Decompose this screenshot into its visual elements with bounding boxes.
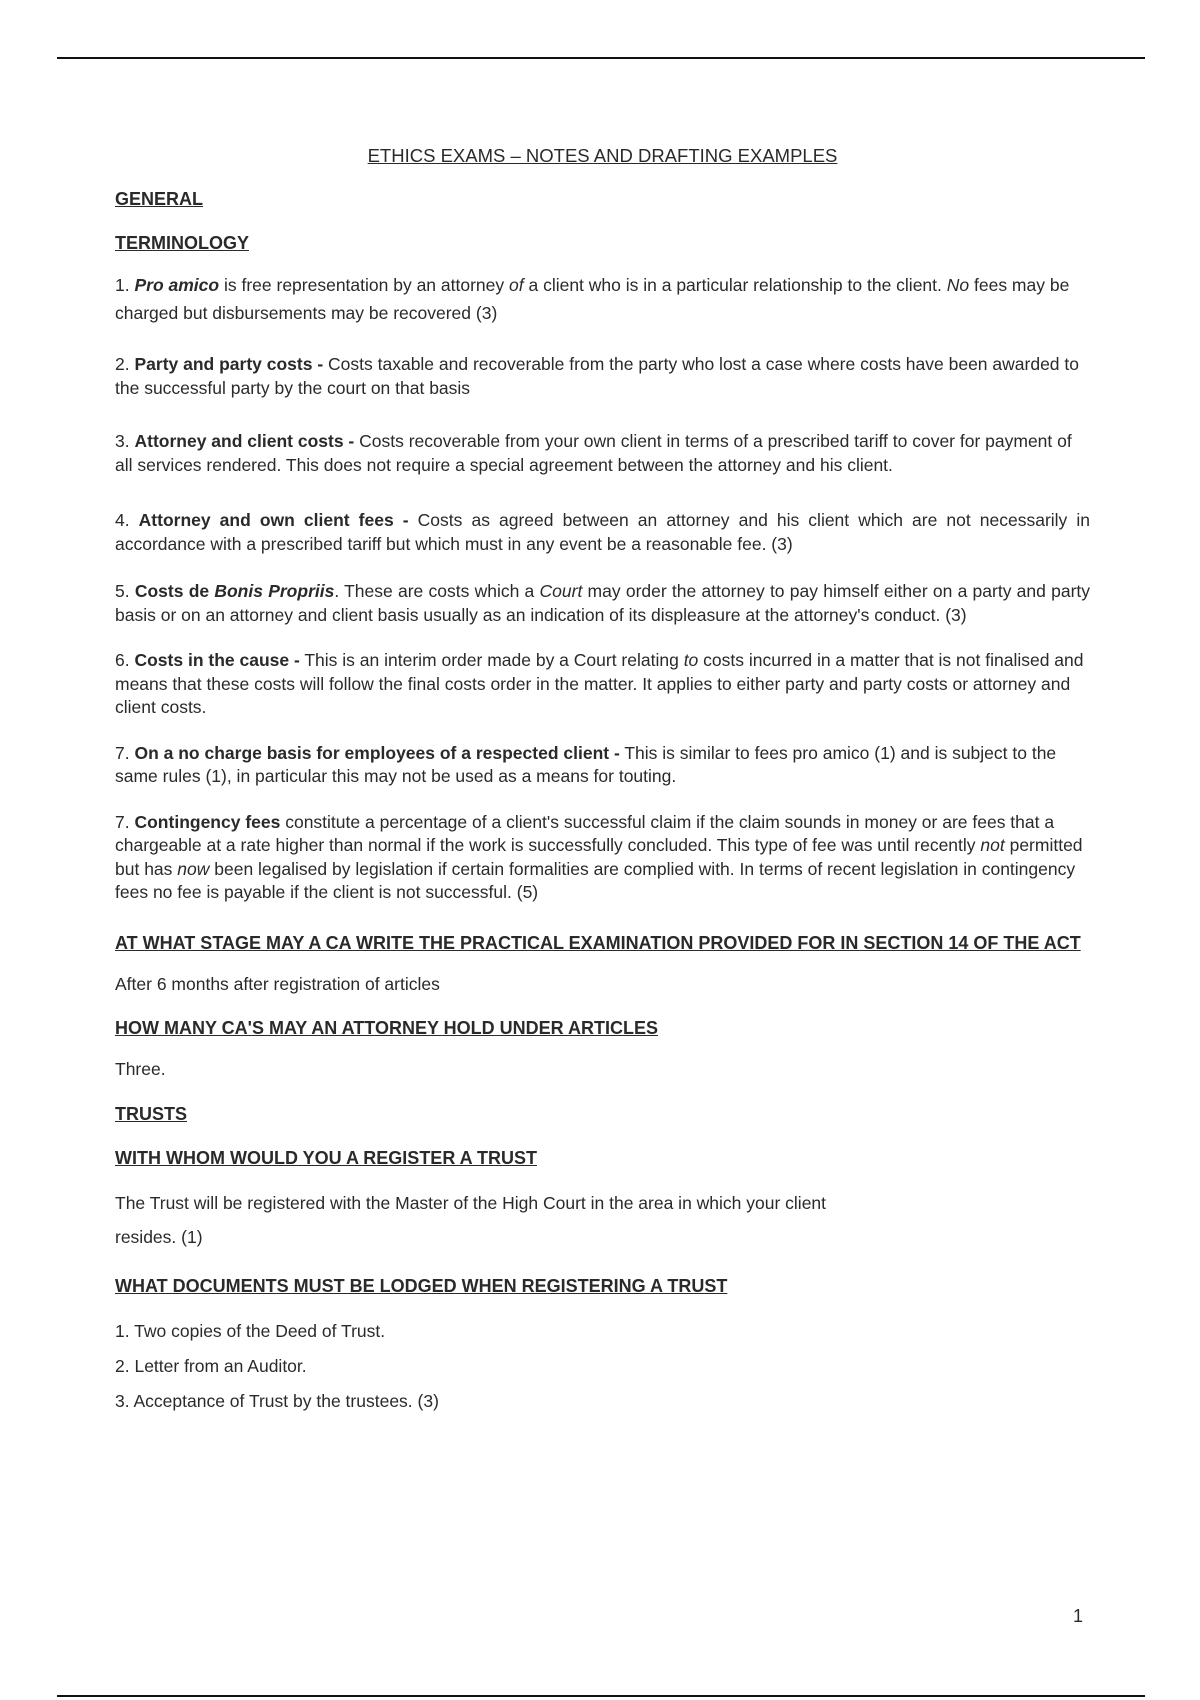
answer-how-many-cas: Three. xyxy=(115,1059,166,1079)
answer-practical-exam-stage: After 6 months after registration of articles xyxy=(115,973,440,994)
term-label: Party and party costs - xyxy=(134,354,324,374)
bottom-rule xyxy=(57,1695,1145,1697)
term-attorney-and-own-client-fees: 4. Attorney and own client fees - Costs as agreed between an attorney and his client which are not necessarily in accordance with a prescribed tariff but which must in any event be a reasonable fee. (3) xyxy=(115,510,1090,554)
documents-list xyxy=(115,1314,1090,1419)
term-costs-in-the-cause: 6. Costs in the cause - This is an interim order made by a Court relating to costs incurred in a matter that is not finalised and means that these costs will follow the final costs order in the matter. It applies to either party and party costs or attorney and client costs. xyxy=(115,650,1084,717)
term-label: Pro amico xyxy=(134,275,220,295)
term-no-charge-basis: 7. On a no charge basis for employees of a respected client - This is similar to fees pro amico (1) and is subject to the same rules (1), in particular this may not be used as a means for touting. xyxy=(115,742,1057,786)
heading-practical-exam-stage: AT WHAT STAGE MAY A CA WRITE THE PRACTICAL EXAMINATION PROVIDED FOR IN SECTION 14 OF THE ACT xyxy=(115,932,1081,953)
term-pro-amico: 1. Pro amico is free representation by an attorney of a client who is in a particular relationship to the client. No fees may be charged but disbursements may be recovered (3) xyxy=(115,275,1070,323)
top-rule xyxy=(57,57,1145,59)
list-item: 1. Two copies of the Deed of Trust. xyxy=(115,1320,386,1341)
document-title: ETHICS EXAMS – NOTES AND DRAFTING EXAMPLES xyxy=(367,145,838,166)
term-label: Attorney and own client fees - xyxy=(138,510,409,530)
term-label: Costs de xyxy=(134,581,215,601)
term-contingency-fees: 7. Contingency fees constitute a percentage of a client's successful claim if the claim sounds in money or are fees that a chargeable at a rate higher than normal if the work is successfully concluded. This type of fee was until recently not permitted but has now been legalised by legislation if certain formalities are complied with. In terms of recent legislation in contingency fees no fee is payable if the client is not successful. (5) xyxy=(115,811,1083,902)
document-page xyxy=(115,145,1090,1441)
term-party-and-party-costs: 2. Party and party costs - Costs taxable and recoverable from the party who lost a case where costs have been awarded to the successful party by the court on that basis xyxy=(115,354,1079,398)
term-label: Attorney and client costs - xyxy=(134,431,355,451)
heading-documents-lodged: WHAT DOCUMENTS MUST BE LODGED WHEN REGISTERING A TRUST xyxy=(115,1275,728,1296)
term-label: Costs in the cause - xyxy=(134,650,300,670)
heading-terminology: TERMINOLOGY xyxy=(115,233,249,253)
heading-register-trust: WITH WHOM WOULD YOU A REGISTER A TRUST xyxy=(115,1147,537,1168)
heading-trusts: TRUSTS xyxy=(115,1103,187,1124)
list-item: 3. Acceptance of Trust by the trustees. (3) xyxy=(115,1390,439,1411)
heading-general: GENERAL xyxy=(115,189,204,209)
term-costs-de-bonis-propriis: 5. Costs de Bonis Propriis. These are costs which a Court may order the attorney to pay himself either on a party and party basis or on an attorney and client basis usually as an indication of its displeasure at the attorney's conduct. (3) xyxy=(115,581,1091,625)
heading-how-many-cas: HOW MANY CA'S MAY AN ATTORNEY HOLD UNDER ARTICLES xyxy=(115,1018,658,1038)
term-label: On a no charge basis for employees of a respected client - xyxy=(134,742,620,763)
answer-register-trust: The Trust will be registered with the Master of the High Court in the area in which your client resides. (1) xyxy=(115,1192,827,1247)
page-number: 1 xyxy=(1073,1606,1084,1626)
list-item: 2. Letter from an Auditor. xyxy=(115,1355,307,1376)
term-label: Contingency fees xyxy=(134,811,281,832)
term-attorney-and-client-costs: 3. Attorney and client costs - Costs recoverable from your own client in terms of a prescribed tariff to cover for payment of all services rendered. This does not require a special agreement between the attorney and his client. xyxy=(115,431,1072,475)
